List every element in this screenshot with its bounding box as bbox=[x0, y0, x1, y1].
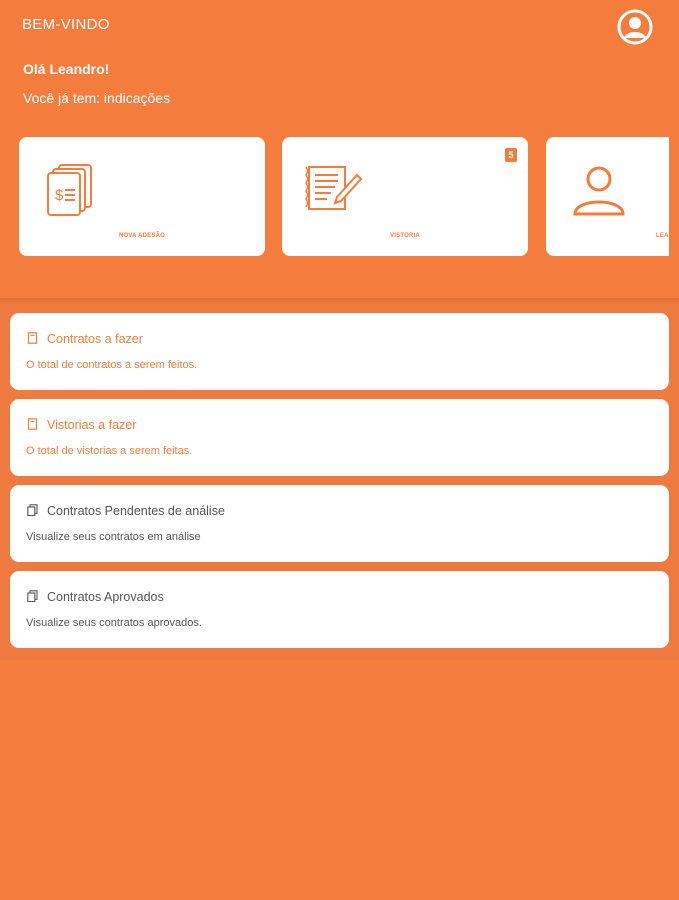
documents-icon bbox=[27, 590, 38, 602]
card-nova-adesao[interactable] bbox=[19, 137, 265, 256]
referral-summary: Você já tem: indicações bbox=[23, 90, 171, 106]
list-item-contratos-pendentes[interactable] bbox=[10, 485, 669, 562]
notepad-pen-icon bbox=[305, 165, 363, 213]
list-item-contratos-aprovados[interactable] bbox=[10, 571, 669, 648]
summary-list bbox=[10, 313, 669, 657]
list-item-contratos-a-fazer[interactable] bbox=[10, 313, 669, 390]
list-item-title: Contratos Aprovados bbox=[47, 590, 164, 604]
documents-icon bbox=[27, 504, 38, 516]
card-label: VISTORIA bbox=[390, 233, 420, 239]
card-label: NOVA ADESÃO bbox=[119, 233, 165, 239]
vistoria-count-badge: 5 bbox=[505, 148, 517, 162]
card-vistoria[interactable] bbox=[282, 137, 528, 256]
list-item-vistorias-a-fazer[interactable] bbox=[10, 399, 669, 476]
document-money-icon bbox=[47, 164, 95, 216]
page-title: BEM-VINDO bbox=[22, 16, 110, 33]
list-item-title: Contratos a fazer bbox=[47, 332, 143, 346]
section-divider bbox=[0, 298, 679, 305]
user-icon bbox=[572, 162, 626, 216]
header bbox=[0, 0, 679, 130]
action-cards-carousel[interactable] bbox=[0, 130, 669, 265]
card-leads[interactable] bbox=[546, 137, 669, 256]
list-item-description: O total de vistorias a serem feitas. bbox=[26, 445, 193, 457]
list-item-title: Contratos Pendentes de análise bbox=[47, 504, 225, 518]
document-icon bbox=[27, 332, 38, 344]
list-item-title: Vistorias a fazer bbox=[47, 418, 137, 432]
list-item-description: Visualize seus contratos em análise bbox=[26, 531, 201, 543]
document-icon bbox=[27, 418, 38, 430]
list-item-description: Visualize seus contratos aprovados. bbox=[26, 617, 202, 629]
greeting-text: Olá Leandro! bbox=[23, 61, 110, 77]
card-label: LEA bbox=[656, 233, 669, 239]
list-item-description: O total de contratos a serem feitos. bbox=[26, 359, 198, 371]
svg-text:$: $ bbox=[55, 187, 64, 204]
user-avatar-icon[interactable] bbox=[617, 9, 653, 45]
